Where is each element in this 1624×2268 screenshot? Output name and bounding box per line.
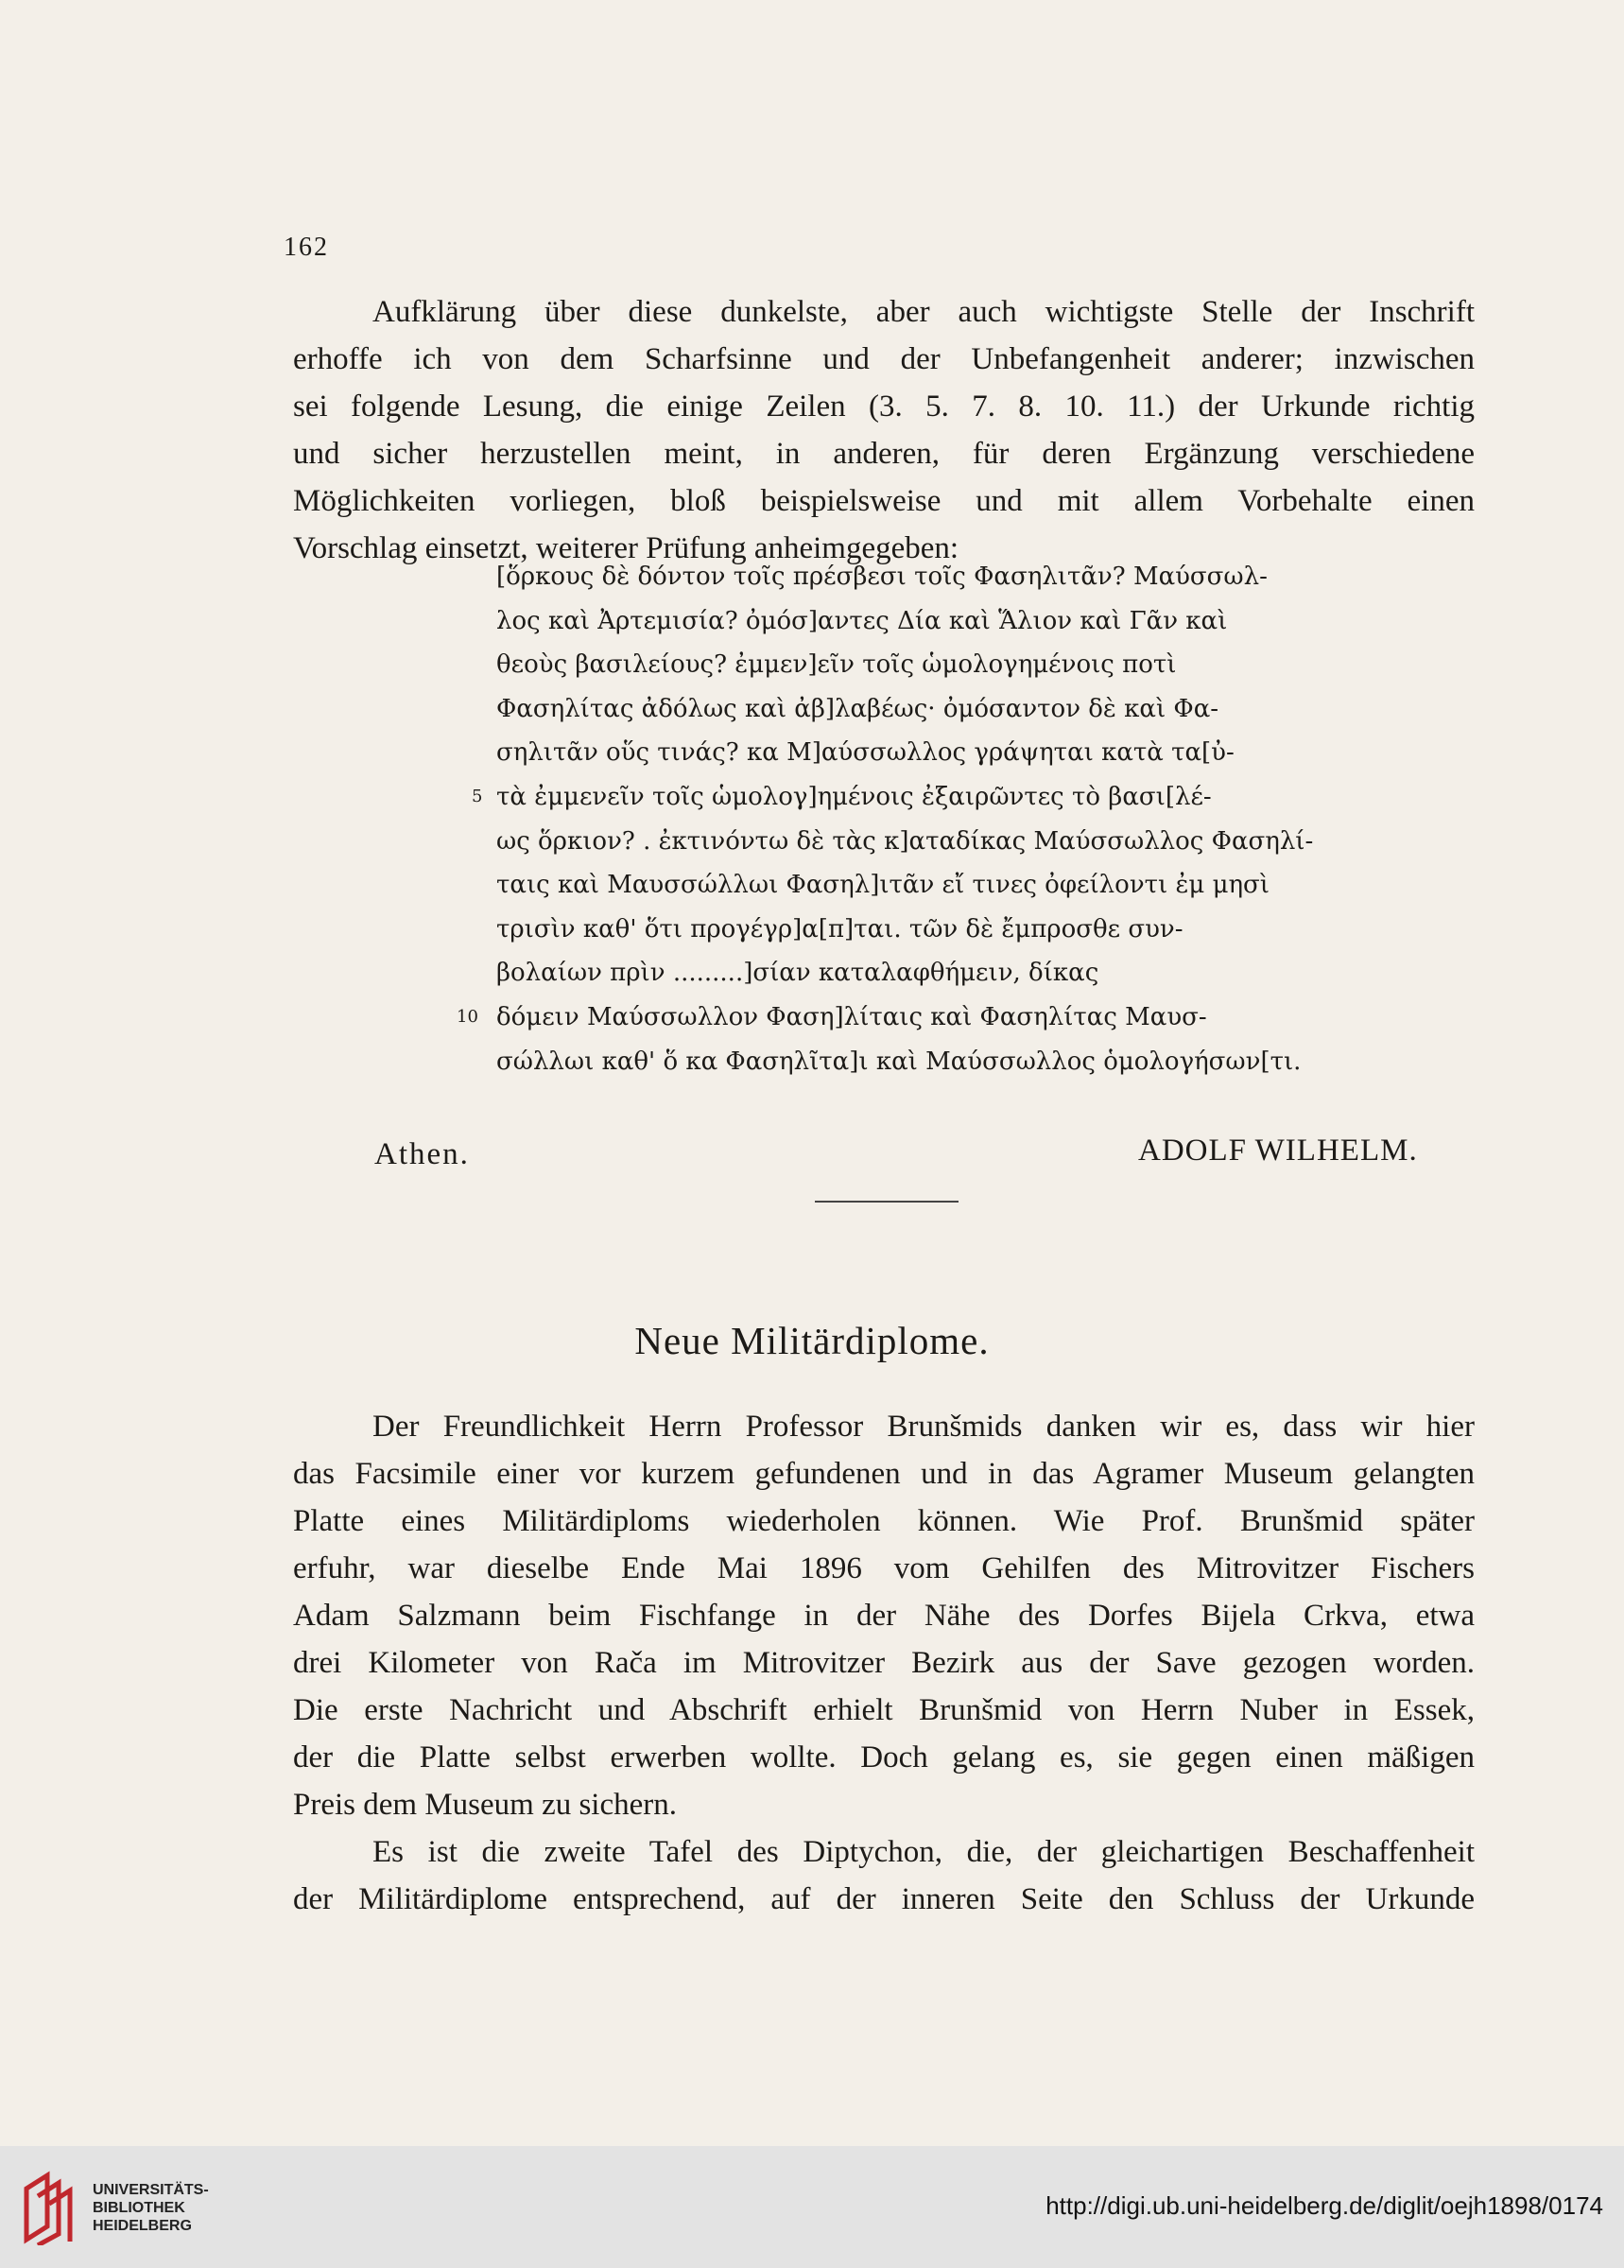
text-line: und sicher herzustellen meint, in anderen, für deren Ergänzung verschiedene [293,437,1475,471]
signature-author: ADOLF WILHELM. [1138,1134,1418,1168]
inscription-line: βολαίων πρὶν .........]σίαν καταλαφθήμειν, δίκας [496,959,1099,988]
text-line: erhoffe ich von dem Scharfsinne und der Unbefangenheit anderer; inzwischen [293,342,1475,376]
intro-paragraph [293,288,1475,572]
inscription-line: 5 τὰ ἐμμενεῖν τοῖς ὡμολογ]ημένοις ἐξαιρῶντες τὸ βασι[λέ- [496,775,1375,820]
text-line: Adam Salzmann beim Fischfange in der Nähe des Dorfes Bijela Crkva, etwa [293,1599,1475,1633]
inscription-line: Φασηλίτας ἀδόλως καὶ ἀβ]λαβέως· ὀμόσαντον δὲ καὶ Φα- [496,694,1219,723]
inscription-line: [ὅρκους δὲ δόντον τοῖς πρέσβεσι τοῖς Φασηλιτᾶν? Μαύσσωλ- [496,563,1268,591]
library-name: UNIVERSITÄTS- BIBLIOTHEK HEIDELBERG [93,2182,209,2234]
text-line: Die erste Nachricht und Abschrift erhielt Brunšmid von Herrn Nuber in Essek, [293,1693,1475,1727]
inscription-line: ως ὅρκιον? . ἐκτινόντω δὲ τὰς κ]αταδίκας Μαύσσωλλος Φασηλί- [496,826,1314,856]
inscription-line: λος καὶ Ἀρτεμισία? ὀμόσ]αντες Δία καὶ Ἅλιον καὶ Γᾶν καὶ [496,606,1228,635]
footer-bar [0,2146,1624,2268]
inscription-line: θεοὺς βασιλείους? ἐμμεν]εῖν τοῖς ὡμολογημένοις ποτὶ [496,650,1177,680]
text-line: Der Freundlichkeit Herrn Professor Brunšmids danken wir es, dass wir hier [372,1410,1475,1444]
text-line: erfuhr, war dieselbe Ende Mai 1896 vom Gehilfen des Mitrovitzer Fischers [293,1551,1475,1585]
page-number: 162 [284,233,329,262]
inscription-line: σηλιτᾶν οὕς τινάς? κα Μ]αύσσωλλος γράψηται κατὰ τα[ὐ- [496,738,1235,768]
text-line: das Facsimile einer vor kurzem gefundenen und in das Agramer Museum gelangten [293,1457,1475,1491]
inscription-line: σώλλωι καθ' ὅ κα Φασηλῖτα]ι καὶ Μαύσσωλλος ὁμολογήσων[τι. [496,1047,1302,1076]
library-logo-icon[interactable] [19,2170,83,2245]
line-number: 10 [457,1006,478,1027]
text-line: drei Kilometer von Rača im Mitrovitzer Bezirk aus der Save gezogen worden. [293,1646,1475,1680]
text-line: Möglichkeiten vorliegen, bloß beispielsweise und mit allem Vorbehalte einen [293,484,1475,518]
text-line: der die Platte selbst erwerben wollte. Doch gelang es, sie gegen einen mäßigen [293,1740,1475,1775]
text-line: Platte eines Militärdiploms wiederholen können. Wie Prof. Brunšmid später [293,1504,1475,1538]
section-title: Neue Militärdiplome. [634,1319,990,1362]
greek-inscription [457,555,1375,1083]
permalink-url[interactable]: http://digi.ub.uni-heidelberg.de/diglit/oejh1898/0174 [1045,2191,1603,2220]
line-number: 5 [472,786,483,806]
signature-place: Athen. [374,1137,470,1171]
inscription-line: 10 δόμειν Μαύσσωλλον Φαση]λίταις καὶ Φασηλίτας Μαυσ- [496,995,1375,1040]
text-line: Vorschlag einsetzt, weiterer Prüfung anheimgegeben: [293,531,959,565]
inscription-line: ταις καὶ Μαυσσώλλωι Φασηλ]ιτᾶν εἴ τινες ὀφείλοντι ἐμ μησὶ [496,871,1270,900]
body-text [293,1403,1475,1923]
section-divider [815,1201,959,1203]
inscription-line: τρισὶν καθ' ὅτι προγέγρ]α[π]ται. τῶν δὲ ἔμπροσθε συν- [496,914,1183,944]
text-line: der Militärdiplome entsprechend, auf der inneren Seite den Schluss der Urkunde [293,1882,1475,1916]
text-line: Aufklärung über diese dunkelste, aber auch wichtigste Stelle der Inschrift [372,295,1475,329]
text-line: Preis dem Museum zu sichern. [293,1788,678,1822]
text-line: Es ist die zweite Tafel des Diptychon, die, der gleichartigen Beschaffenheit [372,1835,1475,1869]
text-line: sei folgende Lesung, die einige Zeilen (3. 5. 7. 8. 10. 11.) der Urkunde richtig [293,390,1475,424]
